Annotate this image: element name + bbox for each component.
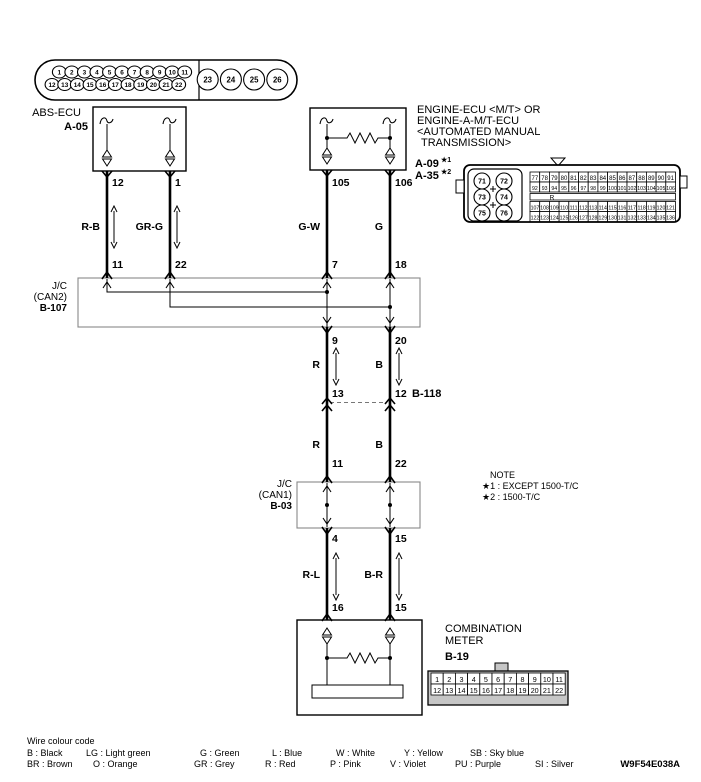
terminal-triangle-up-icon	[386, 148, 395, 155]
pin-cell-number: 11	[555, 674, 563, 684]
engine-ecu-code-2: A-35	[415, 170, 439, 182]
pin-label: 22	[175, 259, 187, 271]
legend-item: SB : Sky blue	[470, 748, 525, 758]
pin-cell-number: 102	[627, 185, 637, 192]
pin-cell-number: 4	[471, 674, 476, 684]
pin-cell-number: 84	[599, 175, 607, 182]
pin-cell-number: 5	[483, 674, 488, 684]
pin-cell-number: 20	[530, 685, 539, 695]
note-line-2: ★2 : 1500-T/C	[482, 492, 541, 502]
pin-cell-number: 127	[579, 215, 588, 222]
meter-internal-lines	[327, 644, 390, 685]
pin-label: 22	[395, 458, 407, 470]
pin-cell-number: 82	[580, 175, 587, 182]
jc-can2-box	[78, 278, 420, 327]
jc-can2-label-1: J/C	[52, 281, 67, 292]
jc-can2-internal-wiring	[107, 279, 390, 327]
pin-cell-number: 87	[628, 175, 636, 182]
terminal-hook-icon	[383, 118, 396, 124]
jc-can2-label-3: B-107	[39, 303, 67, 314]
junction-dot	[325, 503, 329, 507]
terminal-triangle-down-icon	[323, 637, 332, 644]
engine-ecu-code-1: A-09	[415, 158, 439, 170]
legend-item: R : Red	[265, 759, 296, 769]
connector-key-label: R	[549, 194, 555, 202]
pin-cell-number: 121	[666, 205, 675, 212]
engine-ecu-internals	[325, 124, 392, 148]
connector-left-tab	[456, 180, 464, 193]
pin-cell-number: 108	[540, 205, 549, 212]
terminal-triangle-down-icon	[386, 157, 395, 164]
pin-cell-number: 128	[588, 215, 598, 222]
pin-cell-number: 94	[551, 185, 558, 192]
pin-cell-number: 131	[617, 215, 627, 222]
pin-cell-number: 91	[667, 175, 674, 182]
pin-cell-number: 88	[638, 175, 645, 182]
pin-cell-number: 134	[646, 215, 656, 222]
terminal-triangle-up-icon	[323, 148, 332, 155]
pin-label: 1	[175, 177, 181, 189]
pin-cell-number: 78	[541, 175, 548, 182]
jc-can2-label-2: (CAN2)	[33, 292, 67, 303]
connector-glyphs	[100, 118, 402, 644]
pin-circle-number: 9	[157, 69, 162, 77]
pin-cell-number: 83	[589, 175, 597, 182]
resistor-symbol	[327, 133, 390, 143]
wire-label: R	[312, 359, 320, 371]
bidirectional-arrow-icon	[333, 348, 339, 385]
pin-label: 12	[395, 388, 407, 400]
jc-can1-box	[297, 482, 420, 528]
pin-label: 7	[332, 259, 338, 271]
pin-circle-number: 15	[86, 81, 94, 89]
pin-cell-number: 97	[580, 185, 587, 192]
legend-row1	[27, 748, 524, 758]
pin-cell-number: 89	[647, 175, 655, 182]
pin-cell-number: 80	[560, 175, 568, 182]
bidirectional-arrow-icon	[396, 348, 402, 385]
pin-cell-number: 122	[530, 215, 540, 222]
pin-cell-number: 109	[549, 205, 559, 212]
pin-circle-number: 75	[478, 210, 486, 218]
pin-circle-number: 10	[168, 69, 176, 77]
engine-ecu-title-1: ENGINE-ECU <M/T> OR	[417, 104, 541, 116]
pin-cell-number: 129	[598, 215, 608, 222]
combination-meter-code: B-19	[445, 651, 469, 663]
pin-circle-number: 20	[149, 81, 157, 89]
pin-circle-number: 14	[73, 81, 81, 89]
bidirectional-arrow-icon	[396, 553, 402, 600]
pin-label: 9	[332, 335, 338, 347]
note-line-1: ★1 : EXCEPT 1500-T/C	[482, 481, 579, 491]
engine-connector-rowB2	[530, 212, 676, 222]
pin-cell-number: 123	[540, 215, 549, 222]
pin-cell-number: 98	[590, 185, 596, 192]
jc-can1-label-3: B-03	[270, 501, 292, 512]
note-block	[482, 470, 579, 502]
engine-ecu-code-2-note: ★2	[441, 169, 452, 176]
pin-cell-number: 15	[469, 685, 478, 695]
pin-cell-number: 79	[550, 175, 558, 182]
pin-cell-number: 119	[647, 205, 656, 212]
pin-labels	[112, 177, 441, 614]
pin-cell-number: 9	[532, 674, 537, 684]
pin-cell-number: 125	[559, 215, 569, 222]
note-title: NOTE	[490, 470, 516, 480]
pin-cell-number: 110	[559, 205, 569, 212]
pin-cell-number: 104	[646, 185, 656, 192]
pin-cell-number: 86	[618, 175, 626, 182]
b19-connector-row2	[431, 684, 565, 695]
legend-item: LG : Light green	[86, 748, 151, 758]
abs-ecu-code: A-05	[64, 121, 88, 133]
pin-cell-number: 111	[569, 205, 578, 212]
pin-label: 11	[112, 259, 124, 271]
engine-ecu-code-1-note: ★1	[441, 157, 452, 164]
terminal-hook-icon	[100, 118, 113, 124]
engine-ecu-title-2: ENGINE-A-M/T-ECU	[417, 115, 520, 127]
legend-item: W : White	[336, 748, 376, 758]
bidirectional-arrow-icon	[174, 206, 180, 248]
pin-circle-number: 72	[500, 178, 508, 186]
pin-cell-number: 96	[570, 185, 577, 192]
legend-item: PU : Purple	[455, 759, 502, 769]
pin-circle-number: 24	[226, 75, 236, 85]
top-connector	[35, 60, 297, 100]
pin-cell-number: 135	[656, 215, 666, 222]
legend-item: L : Blue	[272, 748, 303, 758]
pin-circle-number: 76	[500, 210, 508, 218]
meter-internal-unit	[312, 685, 403, 698]
pin-label: 15	[395, 602, 407, 614]
pin-cell-number: 18	[506, 685, 515, 695]
pin-circle-number: 18	[124, 81, 132, 89]
b118-code: B-118	[412, 388, 442, 400]
pin-cell-number: 22	[555, 685, 564, 695]
junction-dot	[388, 305, 392, 309]
wire-label: B	[375, 359, 383, 371]
pin-cell-number: 126	[569, 215, 578, 222]
pin-label: 15	[395, 533, 407, 545]
pin-circle-number: 7	[132, 69, 137, 77]
terminal-triangle-down-icon	[323, 157, 332, 164]
pin-cell-number: 116	[617, 205, 627, 212]
pin-cell-number: 99	[599, 185, 606, 192]
terminal-triangle-up-icon	[323, 628, 332, 635]
pin-label: 4	[332, 533, 338, 545]
pin-cell-number: 93	[541, 185, 548, 192]
pin-cell-number: 101	[617, 185, 627, 192]
harness-wires	[107, 170, 390, 620]
engine-ecu-title-3: <AUTOMATED MANUAL	[417, 126, 541, 138]
pin-cell-number: 92	[532, 185, 538, 192]
jc-can1-label-2: (CAN1)	[258, 490, 292, 501]
wire-label: GR-G	[135, 221, 163, 233]
b19-connector-row1	[431, 673, 565, 684]
pin-circle-number: 74	[500, 194, 508, 202]
pin-cell-number: 2	[447, 674, 452, 684]
jc-can1-internal-wiring	[327, 483, 390, 527]
pin-cell-number: 81	[570, 175, 577, 182]
legend-item: B : Black	[27, 748, 63, 758]
pin-cell-number: 10	[542, 674, 551, 684]
b19-connector	[428, 663, 568, 705]
pin-circle-number: 6	[120, 69, 124, 77]
pin-circle-number: 12	[48, 81, 56, 89]
terminal-triangle-up-icon	[166, 150, 175, 157]
top-connector-row2	[45, 79, 186, 91]
terminal-triangle-up-icon	[386, 628, 395, 635]
wire-label: R-B	[81, 221, 100, 233]
pin-cell-number: 100	[608, 185, 617, 192]
pin-cell-number: 19	[518, 685, 527, 695]
top-connector-row1	[52, 66, 191, 78]
pin-circle-number: 13	[61, 81, 69, 89]
wire-label: G-W	[298, 221, 320, 233]
pin-circle-number: 26	[272, 75, 282, 85]
pin-label: 18	[395, 259, 407, 271]
pin-circle-number: 19	[137, 81, 145, 89]
pin-cell-number: 90	[657, 175, 665, 182]
jc-can1-label-1: J/C	[277, 479, 292, 490]
pin-cell-number: 112	[579, 205, 588, 212]
pin-circle-number: 25	[249, 75, 259, 85]
terminal-triangle-down-icon	[386, 637, 395, 644]
wire-colour-legend	[27, 736, 680, 770]
engine-connector-rowA1	[530, 172, 676, 182]
junction-dot	[388, 503, 392, 507]
pin-cell-number: 115	[608, 205, 617, 212]
terminal-hook-icon	[320, 118, 333, 124]
pin-cell-number: 118	[637, 205, 646, 212]
combination-meter-title-2: METER	[445, 635, 484, 647]
pin-cell-number: 8	[520, 674, 525, 684]
combination-meter-title-1: COMBINATION	[445, 623, 522, 635]
pin-cell-number: 132	[627, 215, 637, 222]
terminal-triangle-down-icon	[103, 159, 112, 166]
pin-cell-number: 95	[561, 185, 567, 192]
pin-circle-number: 2	[70, 69, 74, 77]
pin-cell-number: 113	[588, 205, 598, 212]
pin-cell-number: 136	[666, 215, 675, 222]
wire-label: G	[374, 221, 383, 233]
legend-item: V : Violet	[390, 759, 426, 769]
legend-item: SI : Silver	[535, 759, 574, 769]
pin-circle-number: 23	[203, 75, 213, 85]
pin-circle-number: 3	[82, 69, 87, 77]
legend-item: G : Green	[200, 748, 240, 758]
wire-label: R-L	[302, 569, 320, 581]
bidirectional-arrow-icon	[333, 553, 339, 600]
resistor-symbol	[327, 653, 390, 663]
pin-cell-number: 114	[598, 205, 607, 212]
pin-cell-number: 120	[656, 205, 666, 212]
pin-cell-number: 85	[609, 175, 616, 182]
pin-cell-number: 103	[637, 185, 646, 192]
terminal-lines	[107, 124, 170, 150]
engine-connector	[456, 158, 687, 222]
pin-circle-number: 17	[111, 81, 119, 89]
pin-cell-number: 106	[666, 185, 675, 192]
pin-cell-number: 107	[530, 205, 540, 212]
legend-item: P : Pink	[330, 759, 361, 769]
wire-label: B	[375, 439, 383, 451]
legend-row2	[27, 759, 574, 769]
pin-cell-number: 13	[445, 685, 454, 695]
pin-cell-number: 3	[459, 674, 464, 684]
terminal-triangle-down-icon	[166, 159, 175, 166]
pin-label: 13	[332, 388, 344, 400]
connector-right-tab	[680, 176, 687, 188]
legend-item: BR : Brown	[27, 759, 73, 769]
pin-circle-number: 21	[162, 81, 170, 89]
pin-circle-number: 8	[145, 69, 149, 77]
pin-circle-number: 71	[478, 178, 486, 186]
pin-circle-number: 4	[95, 69, 99, 77]
engine-connector-rowA2	[530, 182, 676, 192]
pin-cell-number: 133	[637, 215, 646, 222]
pin-cell-number: 7	[508, 674, 513, 684]
engine-connector-rowB1	[530, 202, 676, 212]
pin-cell-number: 14	[457, 685, 466, 695]
junction-dot	[325, 290, 329, 294]
document-id: W9F54E038A	[620, 759, 680, 770]
pin-circle-number: 1	[57, 69, 62, 77]
abs-ecu-internals	[107, 124, 170, 150]
pin-label: 20	[395, 335, 407, 347]
pin-cell-number: 1	[435, 674, 440, 684]
legend-item: GR : Grey	[194, 759, 235, 769]
pin-cell-number: 130	[608, 215, 617, 222]
pin-circle-number: 22	[175, 81, 183, 89]
pin-cell-number: 105	[656, 185, 666, 192]
combination-meter-box	[297, 620, 422, 715]
abs-ecu-title: ABS-ECU	[32, 107, 81, 119]
pin-cell-number: 16	[481, 685, 490, 695]
pin-cell-number: 117	[627, 205, 637, 212]
pin-circle-number: 11	[181, 69, 189, 77]
pin-label: 16	[332, 602, 344, 614]
pin-cell-number: 6	[496, 674, 501, 684]
bidirectional-arrow-icon	[111, 206, 117, 248]
pin-circle-number: 73	[478, 194, 486, 202]
legend-title: Wire colour code	[27, 736, 95, 746]
wire-label: B-R	[364, 569, 383, 581]
engine-ecu-title-4: TRANSMISSION>	[421, 137, 512, 149]
pin-cell-number: 124	[549, 215, 559, 222]
pin-cell-number: 17	[494, 685, 503, 695]
wire-label: R	[312, 439, 320, 451]
pin-label: 11	[332, 458, 344, 470]
jc-can1	[259, 479, 420, 528]
terminal-hook-icon	[163, 118, 176, 124]
pin-label: 12	[112, 177, 124, 189]
pin-circle-number: 5	[107, 69, 112, 77]
pin-cell-number: 12	[433, 685, 442, 695]
legend-item: Y : Yellow	[404, 748, 443, 758]
terminal-triangle-up-icon	[103, 150, 112, 157]
pin-cell-number: 21	[542, 685, 551, 695]
jc-can2	[34, 278, 420, 327]
legend-item: O : Orange	[93, 759, 138, 769]
pin-cell-number: 77	[531, 175, 539, 182]
wire-labels	[81, 221, 383, 581]
pin-circle-number: 16	[99, 81, 107, 89]
pin-label: 105	[332, 177, 350, 189]
pin-label: 106	[395, 177, 413, 189]
